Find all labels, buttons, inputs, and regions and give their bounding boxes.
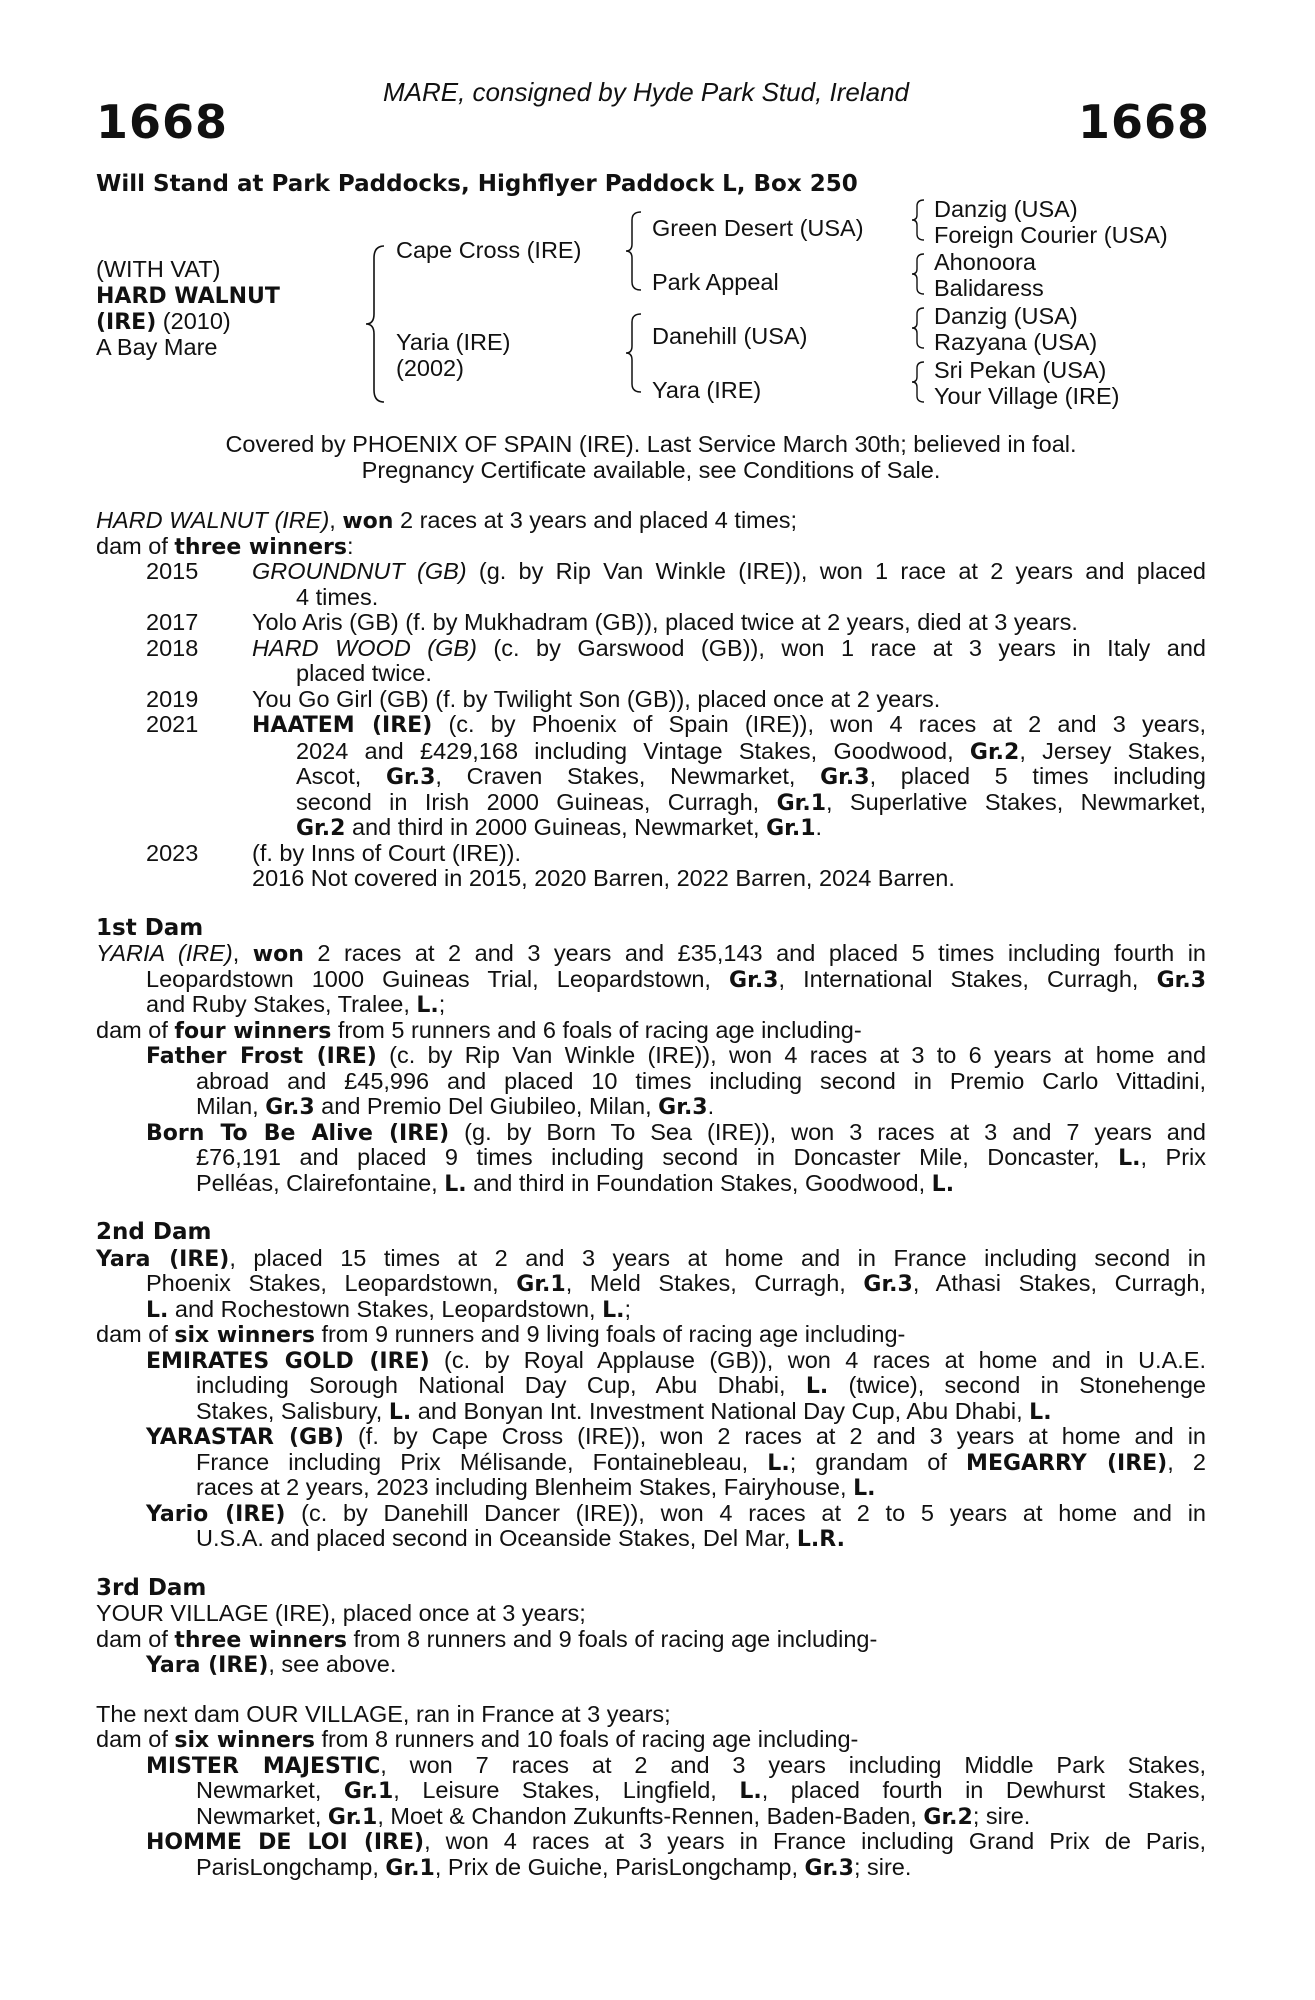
- dam-dam: Yara (IRE): [652, 377, 762, 403]
- second-dam-line: Phoenix Stakes, Leopardstown, Gr.1, Meld Stakes, Curragh, Gr.3, Athasi Stakes, Curragh,: [146, 1270, 1207, 1297]
- second-dam-line: Yara (IRE), placed 15 times at 2 and 3 years at home and in France including second in: [96, 1244, 1207, 1272]
- covering-note: [96, 432, 1206, 483]
- brace-dam: [624, 312, 644, 394]
- second-dam-line: YARASTAR (GB) (f. by Cape Cross (IRE)), won 2 races at 2 and 3 years at home and in: [146, 1423, 1206, 1450]
- next-dam-line: Newmarket, Gr.1, Leisure Stakes, Lingfield, L., placed fourth in Dewhurst Stakes,: [196, 1777, 1206, 1804]
- ped-ddd: Your Village (IRE): [934, 383, 1120, 409]
- next-dam-line: dam of six winners from 8 runners and 10 foals of racing age including-: [96, 1726, 859, 1753]
- second-dam-line: including Sorough National Day Cup, Abu Dhabi, L. (twice), second in Stonehenge: [196, 1372, 1206, 1399]
- second-dam-line: EMIRATES GOLD (IRE) (c. by Royal Applause (GB)), won 4 races at home and in U.A.E.: [146, 1346, 1206, 1374]
- next-dam-line: ParisLongchamp, Gr.1, Prix de Guiche, ParisLongchamp, Gr.3; sire.: [196, 1853, 912, 1881]
- consignment-line: MARE, consigned by Hyde Park Stud, Ireland: [382, 77, 910, 107]
- first-dam-line: Leopardstown 1000 Guineas Trial, Leopardstown, Gr.3, International Stakes, Curragh, Gr.3: [146, 965, 1207, 993]
- second-dam-line: France including Prix Mélisande, Fontainebleau, L.; grandam of MEGARRY (IRE), 2: [196, 1448, 1206, 1476]
- produce-note: 2016 Not covered in 2015, 2020 Barren, 2022 Barren, 2024 Barren.: [252, 865, 955, 891]
- second-dam-line: dam of six winners from 9 runners and 9 living foals of racing age including-: [96, 1321, 906, 1348]
- first-dam-line: dam of four winners from 5 runners and 6 foals of racing age including-: [96, 1016, 862, 1044]
- produce-cont: 2024 and £429,168 including Vintage Stakes, Goodwood, Gr.2, Jersey Stakes,: [296, 737, 1206, 765]
- horse-name: HARD WALNUT: [96, 284, 280, 309]
- lot-number-right: 1668: [1077, 95, 1210, 149]
- dam-year: (2002): [396, 355, 464, 381]
- second-dam-line: Yario (IRE) (c. by Danehill Dancer (IRE)), won 4 races at 2 to 5 years at home and in: [146, 1499, 1206, 1527]
- produce-row: 2019 You Go Girl (GB) (f. by Twilight Son (GB)), placed once at 2 years.: [146, 685, 941, 712]
- ped-sdd: Balidaress: [934, 275, 1044, 301]
- vat-note: (WITH VAT): [96, 256, 221, 282]
- produce-cont: placed twice.: [296, 660, 432, 686]
- next-dam-line: HOMME DE LOI (IRE), won 4 races at 3 years in France including Grand Prix de Paris,: [146, 1828, 1206, 1855]
- brace-g2: [910, 252, 926, 296]
- produce-row: 2023 (f. by Inns of Court (IRE)).: [146, 839, 522, 866]
- first-dam-line: Born To Be Alive (IRE) (g. by Born To Sea (IRE)), won 3 races at 3 and 7 years and: [146, 1118, 1206, 1146]
- brace-sire: [624, 210, 644, 292]
- lot-number-left: 1668: [96, 95, 229, 149]
- third-dam-line: YOUR VILLAGE (IRE), placed once at 3 years;: [96, 1600, 586, 1626]
- sire: Cape Cross (IRE): [396, 237, 582, 263]
- ped-sss: Danzig (USA): [934, 196, 1078, 222]
- ped-ssd: Foreign Courier (USA): [934, 222, 1168, 248]
- second-dam-line: L. and Rochestown Stakes, Leopardstown, L.;: [146, 1295, 632, 1323]
- sire-dam: Park Appeal: [652, 269, 779, 295]
- first-dam-line: Pelléas, Clairefontaine, L. and third in Foundation Stakes, Goodwood, L.: [196, 1169, 955, 1197]
- produce-row: 2018 HARD WOOD (GB) (c. by Garswood (GB)), won 1 race at 3 years in Italy and: [146, 634, 1206, 661]
- brace-main: [364, 244, 388, 404]
- horse-origin: (IRE) (2010): [96, 308, 231, 335]
- second-dam-heading: 2nd Dam: [96, 1219, 212, 1245]
- brace-g3: [910, 306, 926, 350]
- third-dam-line: dam of three winners from 8 runners and 9 foals of racing age including-: [96, 1625, 878, 1653]
- produce-cont: Ascot, Gr.3, Craven Stakes, Newmarket, Gr.3, placed 5 times including: [296, 763, 1206, 790]
- produce-dam-of: dam of three winners:: [96, 532, 354, 560]
- covered-line-2: Pregnancy Certificate available, see Conditions of Sale.: [361, 456, 941, 483]
- brace-g1: [910, 198, 926, 242]
- produce-cont: second in Irish 2000 Guineas, Curragh, Gr.1, Superlative Stakes, Newmarket,: [296, 788, 1206, 816]
- dam: Yaria (IRE): [396, 329, 511, 355]
- produce-row: 2021 HAATEM (IRE) (c. by Phoenix of Spain (IRE)), won 4 races at 2 and 3 years,: [146, 711, 1207, 738]
- stand-location: Will Stand at Park Paddocks, Highflyer Paddock L, Box 250: [96, 171, 858, 197]
- next-dam-line: MISTER MAJESTIC, won 7 races at 2 and 3 years including Middle Park Stakes,: [146, 1751, 1207, 1779]
- second-dam-line: Stakes, Salisbury, L. and Bonyan Int. Investment National Day Cup, Abu Dhabi, L.: [196, 1397, 1052, 1425]
- first-dam-line: £76,191 and placed 9 times including second in Doncaster Mile, Doncaster, L., Prix: [196, 1144, 1207, 1171]
- next-dam-line: The next dam OUR VILLAGE, ran in France at 3 years;: [96, 1700, 671, 1727]
- first-dam-line: Father Frost (IRE) (c. by Rip Van Winkle (IRE)), won 4 races at 3 to 6 years at home and: [146, 1042, 1207, 1069]
- dam-sire: Danehill (USA): [652, 323, 808, 349]
- ped-dss: Danzig (USA): [934, 303, 1078, 329]
- brace-g4: [910, 360, 926, 404]
- sire-sire: Green Desert (USA): [652, 215, 864, 241]
- first-dam-line: abroad and £45,996 and placed 10 times including second in Premio Carlo Vittadini,: [196, 1067, 1206, 1094]
- ped-dsd: Razyana (USA): [934, 329, 1098, 355]
- ped-dds: Sri Pekan (USA): [934, 357, 1107, 383]
- first-dam-heading: 1st Dam: [96, 914, 204, 941]
- first-dam-line: YARIA (IRE), won 2 races at 2 and 3 years and £35,143 and placed 5 times including fourth in: [96, 940, 1206, 967]
- pedigree-table: [96, 196, 1206, 430]
- ped-sds: Ahonoora: [934, 249, 1036, 275]
- first-dam-line: Milan, Gr.3 and Premio Del Giubileo, Milan, Gr.3.: [196, 1093, 715, 1120]
- third-dam-heading: 3rd Dam: [96, 1574, 207, 1601]
- second-dam-line: U.S.A. and placed second in Oceanside Stakes, Del Mar, L.R.: [196, 1525, 845, 1552]
- horse-description: A Bay Mare: [96, 334, 218, 360]
- body-text: [96, 508, 1206, 1880]
- covered-line-1: Covered by PHOENIX OF SPAIN (IRE). Last Service March 30th; believed in foal.: [225, 431, 1077, 457]
- produce-cont: Gr.2 and third in 2000 Guineas, Newmarket, Gr.1.: [296, 814, 823, 841]
- first-dam-line: and Ruby Stakes, Tralee, L.;: [146, 991, 446, 1018]
- produce-intro: HARD WALNUT (IRE), won 2 races at 3 years and placed 4 times;: [96, 507, 798, 534]
- produce-row: 2017 Yolo Aris (GB) (f. by Mukhadram (GB)), placed twice at 2 years, died at 3 years.: [146, 609, 1078, 635]
- second-dam-line: races at 2 years, 2023 including Blenheim Stakes, Fairyhouse, L.: [196, 1474, 876, 1501]
- produce-cont: 4 times.: [296, 583, 379, 610]
- produce-row: 2015 GROUNDNUT (GB) (g. by Rip Van Winkle (IRE)), won 1 race at 2 years and placed: [146, 558, 1206, 584]
- third-dam-line: Yara (IRE), see above.: [146, 1651, 397, 1678]
- next-dam-line: Newmarket, Gr.1, Moet & Chandon Zukunfts-Rennen, Baden-Baden, Gr.2; sire.: [196, 1802, 1031, 1830]
